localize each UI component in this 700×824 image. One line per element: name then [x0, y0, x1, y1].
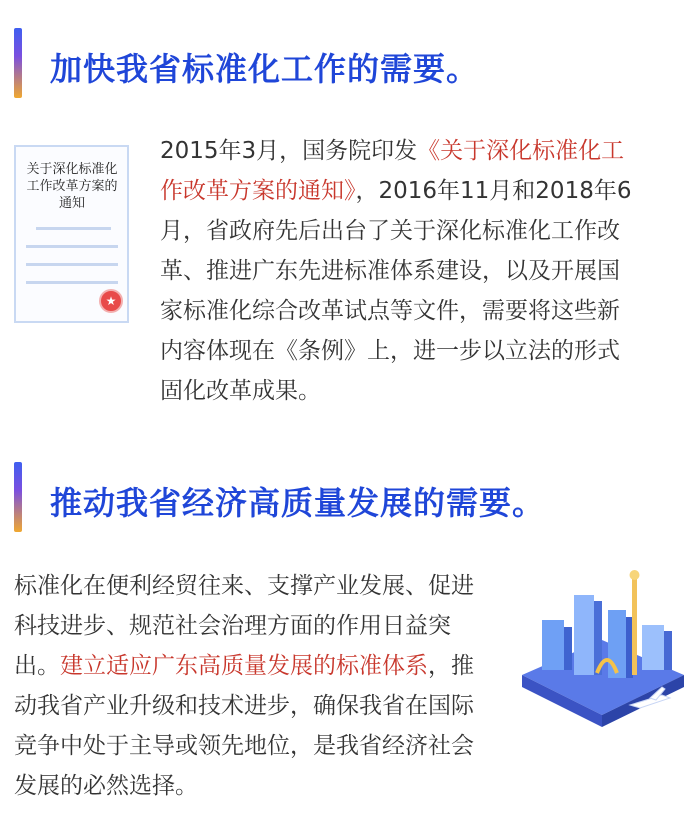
red-seal-icon: ★ — [99, 289, 123, 313]
section-accent-bar — [14, 28, 22, 98]
section-accent-bar — [14, 462, 22, 532]
section-paragraph-1 — [160, 131, 640, 411]
paragraph-text: 标准化在便利经贸往来、支撑产业发展、促进科技进步、规范社会治理方面的作用日益突出。 — [14, 573, 474, 679]
section-title-2: 推动我省经济高质量发展的需要。 — [50, 484, 546, 522]
paragraph-text: ，推动我省产业升级和技术进步，确保我省在国际竞争中处于主导或领先地位，是我省经济社会发展的必然选择。 — [14, 653, 474, 799]
highlighted-document-name: 《关于深化标准化工作改革方案的通知》 — [160, 138, 625, 204]
document-line — [26, 245, 118, 248]
document-line — [26, 281, 118, 284]
document-line — [26, 263, 118, 266]
section-paragraph-2 — [14, 566, 494, 806]
document-thumbnail — [14, 145, 129, 323]
city-skyline-illustration — [512, 555, 692, 735]
document-line — [36, 227, 111, 230]
highlighted-text: 建立适应广东高质量发展的标准体系 — [60, 653, 428, 679]
paragraph-text: 2015年3月，国务院印发 — [160, 138, 418, 164]
paragraph-text: ，2016年11月和2018年6月，省政府先后出台了关于深化标准化工作改革、推进广东先进标准体系建设，以及开展国家标准化综合改革试点等文件，需要将这些新内容体现在《条例》上，进一步以立法的形式固化改革成果。 — [160, 178, 632, 404]
document-thumbnail-title: 关于深化标准化工作改革方案的通知 — [26, 162, 118, 211]
section-title-1: 加快我省标准化工作的需要。 — [50, 50, 480, 88]
